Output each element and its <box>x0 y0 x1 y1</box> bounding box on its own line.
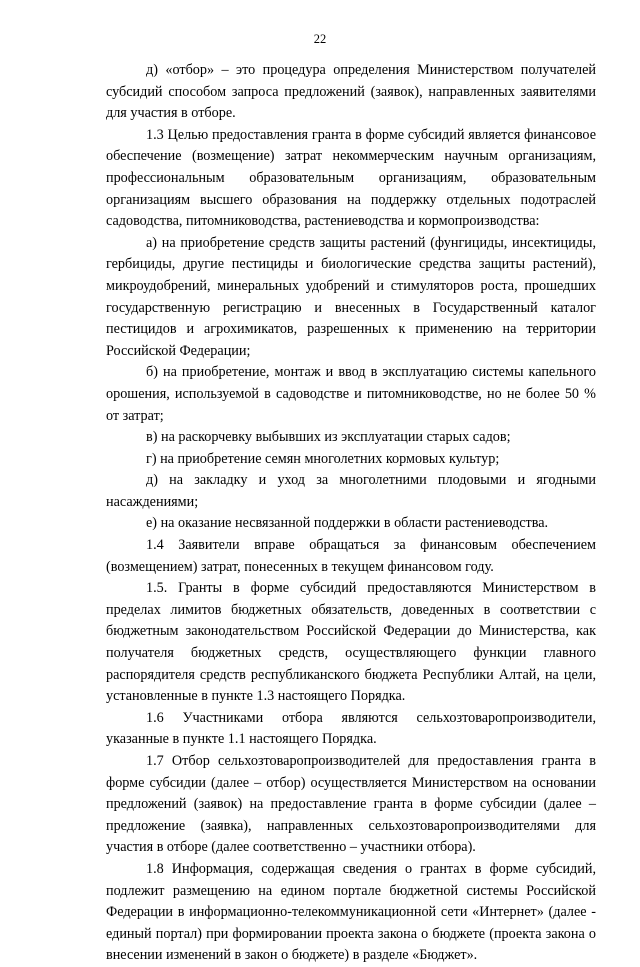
paragraph-1-3-b: б) на приобретение, монтаж и ввод в эксплуатацию системы капельного орошения, используемой в садоводстве и питомниководстве, но не более 50 % от затрат; <box>106 364 596 424</box>
paragraph-1-7: 1.7 Отбор сельхозтоваропроизводителей для предоставления гранта в форме субсидии (далее – отбор) осуществляется Министерством на основании предложений (заявок) на предоставление гранта в форме субсидии (далее – предложение (заявка), направленных сельхозтоваропроизводителями для участия в отборе (далее соответственно – участники отбора). <box>106 753 596 856</box>
paragraph-1-8: 1.8 Информация, содержащая сведения о грантах в форме субсидий, подлежит размещению на едином портале бюджетной системы Российской Федерации в информационно-телекоммуникационной сети «Интернет» (далее - единый портал) при формировании проекта закона о бюджете (проекта закона о внесении изменений в закон о бюджете) в разделе «Бюджет». <box>106 860 596 964</box>
page-number: 22 <box>313 32 327 46</box>
paragraph-d-otbor: д) «отбор» – это процедура определения Министерством получателей субсидий способом запроса предложений (заявок), направленных заявителями для участия в отборе. <box>106 62 596 122</box>
paragraph-1-3-v: в) на раскорчевку выбывших из эксплуатации старых садов; <box>146 429 511 446</box>
paragraph-1-3-g: г) на приобретение семян многолетних кормовых культур; <box>146 450 500 467</box>
paragraph-1-3-a: а) на приобретение средств защиты растений (фунгициды, инсектициды, гербициды, другие пестициды и биологические средства защиты растений), микроудобрений, минеральных удобрений и стимуляторов роста, прошедших государственную регистрацию и внесенных в Государственный каталог пестицидов и агрохимикатов, разрешенных к применению на территории Российской Федерации; <box>106 234 596 359</box>
paragraph-1-4: 1.4 Заявители вправе обращаться за финансовым обеспечением (возмещением) затрат, понесенных в текущем финансовом году. <box>106 537 596 575</box>
paragraph-1-3-e: е) на оказание несвязанной поддержки в области растениеводства. <box>146 515 549 532</box>
paragraph-1-3: 1.3 Целью предоставления гранта в форме субсидий является финансовое обеспечение (возмещение) затрат некоммерческим научным организациям, профессиональным образовательным организациям, образовательным организациям высшего образования на поддержку отдельных подотраслей садоводства, питомниководства, растениеводства и кормопроизводства: <box>106 126 596 230</box>
paragraph-1-5: 1.5. Гранты в форме субсидий предоставляются Министерством в пределах лимитов бюджетных обязательств, доведенных в соответствии с бюджетным законодательством Российской Федерации до Министерства, как получателя бюджетных средств, осуществляющего функции главного распорядителя средств республиканского бюджета Республики Алтай, на цели, установленные в пункте 1.3 настоящего Порядка. <box>106 580 596 705</box>
document-body <box>106 60 596 967</box>
paragraph-1-3-d: д) на закладку и уход за многолетними плодовыми и ягодными насаждениями; <box>106 472 596 510</box>
paragraph-1-6: 1.6 Участниками отбора являются сельхозтоваропроизводители, указанные в пункте 1.1 настоящего Порядка. <box>106 709 596 748</box>
